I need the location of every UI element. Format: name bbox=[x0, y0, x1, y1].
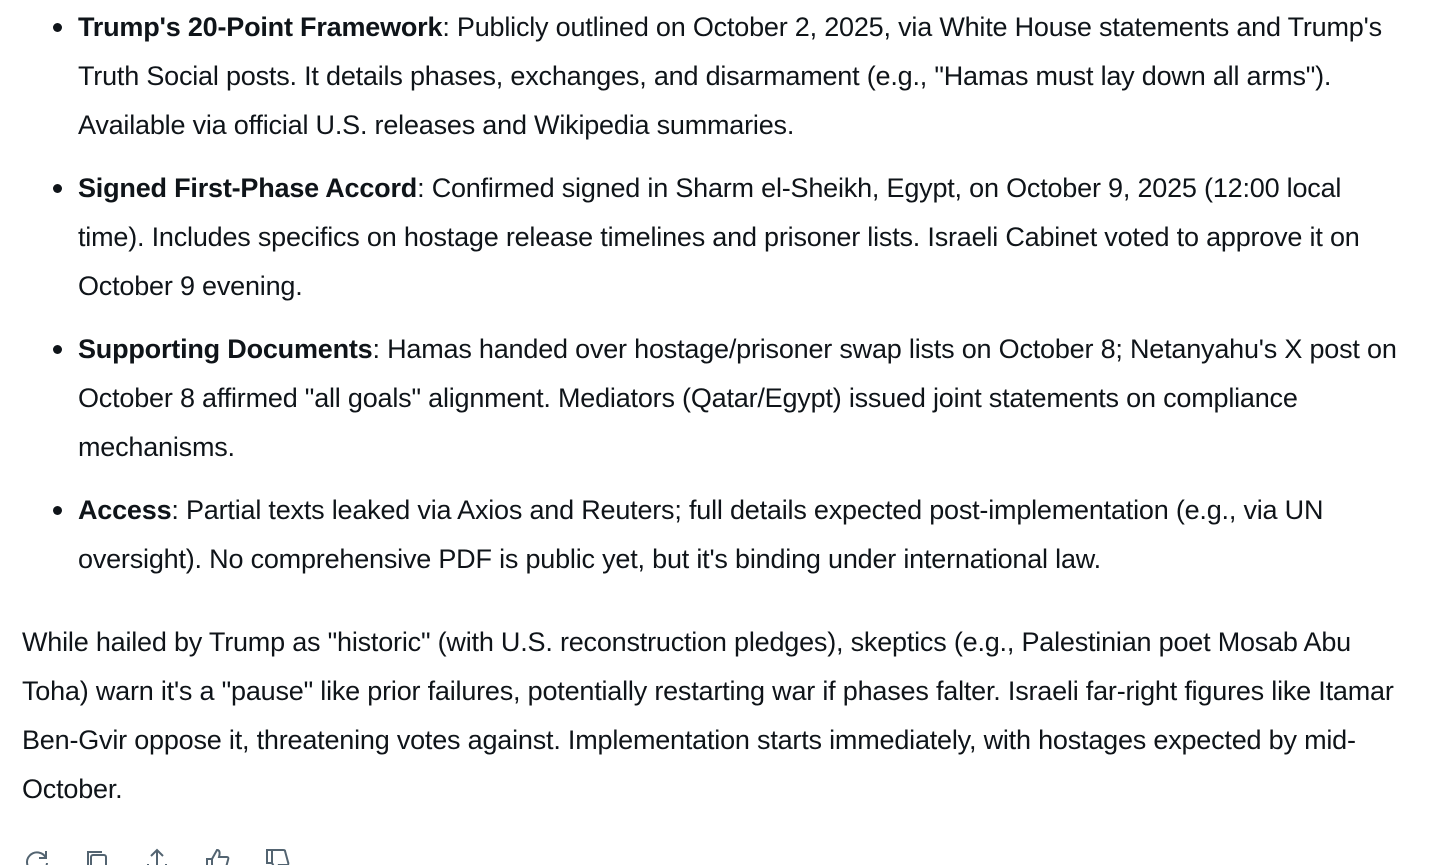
summary-paragraph: While hailed by Trump as "historic" (with U.S. reconstruction pledges), skeptics (e.g., Palestinian poet Mosab Abu Toha) warn it's a "pause" like prior failures, potentially restarting war if phases falter. Israeli far-right figures like Itamar Ben-Gvir oppose it, threatening votes against. Implementation starts immediately, with hostages expected by mid-October. bbox=[22, 627, 1394, 804]
thumbs-down-button[interactable] bbox=[262, 846, 292, 865]
bullet-dot bbox=[53, 345, 62, 354]
bullet-title: Signed First-Phase Accord bbox=[78, 173, 418, 203]
thumbs-down-icon bbox=[262, 846, 292, 865]
share-button[interactable] bbox=[142, 846, 172, 865]
bullet-title: Trump's 20-Point Framework bbox=[78, 12, 443, 42]
regenerate-button[interactable] bbox=[22, 846, 52, 865]
bullet-text: : Hamas handed over hostage/prisoner swap lists on October 8; Netanyahu's X post on October 8 affirmed "all goals" alignment. Mediators (Qatar/Egypt) issued joint statements on compliance mechanisms. bbox=[78, 334, 1397, 462]
bullet-title: Access bbox=[78, 495, 172, 525]
bullet-list bbox=[78, 3, 1408, 598]
list-item bbox=[78, 486, 1408, 584]
share-icon bbox=[142, 846, 172, 865]
bullet-text: : Publicly outlined on October 2, 2025, via White House statements and Trump's Truth Social posts. It details phases, exchanges, and disarmament (e.g., "Hamas must lay down all arms"). Available via official U.S. releases and Wikipedia summaries. bbox=[78, 12, 1382, 140]
bullet-text: : Confirmed signed in Sharm el-Sheikh, Egypt, on October 9, 2025 (12:00 local time). Includes specifics on hostage release timelines and prisoner lists. Israeli Cabinet voted to approve it on October 9 evening. bbox=[78, 173, 1360, 301]
list-item bbox=[78, 3, 1408, 150]
thumbs-up-button[interactable] bbox=[202, 846, 232, 865]
list-item bbox=[78, 164, 1408, 311]
thumbs-up-icon bbox=[202, 846, 232, 865]
bullet-text: : Partial texts leaked via Axios and Reuters; full details expected post-implementation (e.g., via UN oversight). No comprehensive PDF is public yet, but it's binding under international law. bbox=[78, 495, 1324, 574]
bullet-dot bbox=[53, 23, 62, 32]
copy-button[interactable] bbox=[82, 846, 112, 865]
response-actions bbox=[22, 846, 292, 865]
bullet-dot bbox=[53, 506, 62, 515]
copy-icon bbox=[82, 846, 112, 865]
list-item bbox=[78, 325, 1408, 472]
bullet-title: Supporting Documents bbox=[78, 334, 373, 364]
bullet-dot bbox=[53, 184, 62, 193]
regenerate-icon bbox=[22, 846, 52, 865]
